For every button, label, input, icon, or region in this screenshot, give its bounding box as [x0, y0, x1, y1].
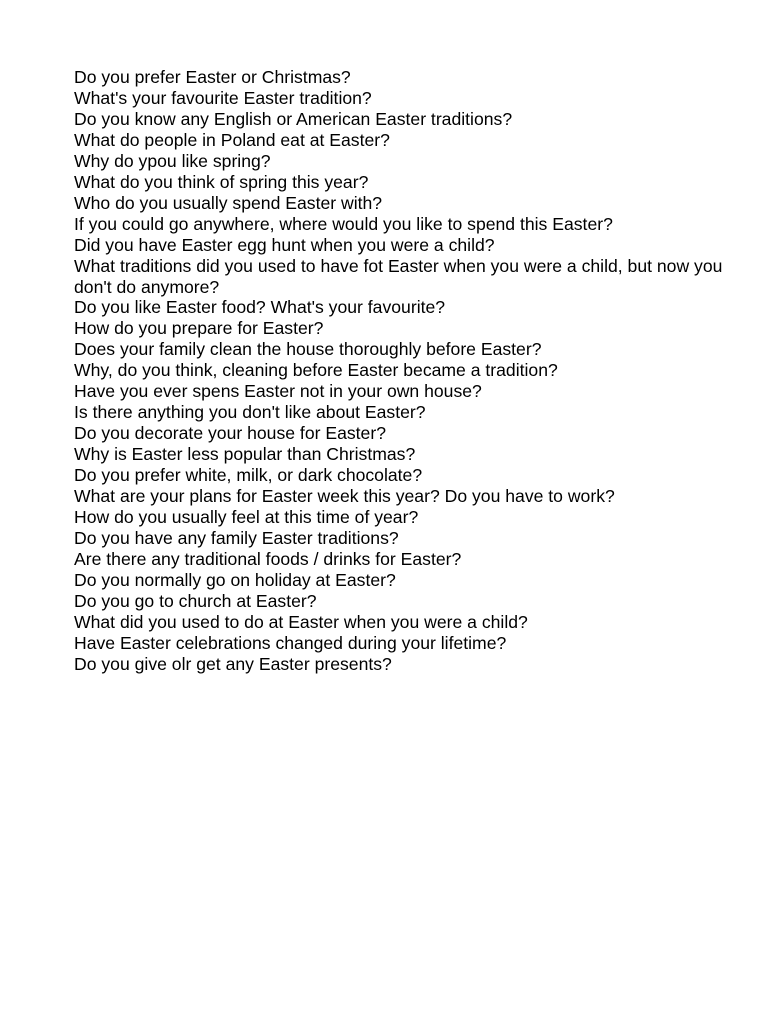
question-item: Why is Easter less popular than Christmas?: [74, 444, 416, 465]
question-item: If you could go anywhere, where would you like to spend this Easter?: [74, 213, 613, 234]
question-item: What do people in Poland eat at Easter?: [74, 129, 390, 150]
question-item: Do you prefer white, milk, or dark chocolate?: [74, 465, 423, 486]
question-item: Do you decorate your house for Easter?: [74, 423, 386, 444]
question-item: Did you have Easter egg hunt when you were a child?: [74, 234, 495, 255]
question-list: [74, 67, 734, 675]
question-item: What do you think of spring this year?: [74, 171, 369, 192]
question-item: Do you have any family Easter traditions?: [74, 527, 399, 548]
question-item: How do you prepare for Easter?: [74, 318, 324, 339]
question-item: How do you usually feel at this time of year?: [74, 507, 419, 528]
question-item: Have you ever spens Easter not in your own house?: [74, 381, 482, 402]
question-item: Do you know any English or American Easter traditions?: [74, 108, 513, 129]
question-item: What did you used to do at Easter when you were a child?: [74, 611, 528, 632]
question-item: Do you give olr get any Easter presents?: [74, 653, 392, 674]
question-item: Are there any traditional foods / drinks for Easter?: [74, 548, 462, 569]
question-item: Do you like Easter food? What's your favourite?: [74, 297, 446, 318]
question-item: Why, do you think, cleaning before Easter became a tradition?: [74, 360, 558, 381]
question-item: What are your plans for Easter week this year? Do you have to work?: [74, 486, 615, 507]
question-item: What's your favourite Easter tradition?: [74, 87, 372, 108]
question-item: Do you normally go on holiday at Easter?: [74, 569, 396, 590]
question-item: Is there anything you don't like about Easter?: [74, 402, 426, 423]
question-item: Does your family clean the house thoroughly before Easter?: [74, 339, 542, 360]
question-item: What traditions did you used to have fot Easter when you were a child, but now you don't do anymore?: [74, 255, 723, 297]
question-item: Have Easter celebrations changed during your lifetime?: [74, 632, 507, 653]
question-item: Do you go to church at Easter?: [74, 590, 317, 611]
question-item: Why do ypou like spring?: [74, 150, 271, 171]
question-item: Who do you usually spend Easter with?: [74, 192, 383, 213]
question-item: Do you prefer Easter or Christmas?: [74, 67, 351, 87]
